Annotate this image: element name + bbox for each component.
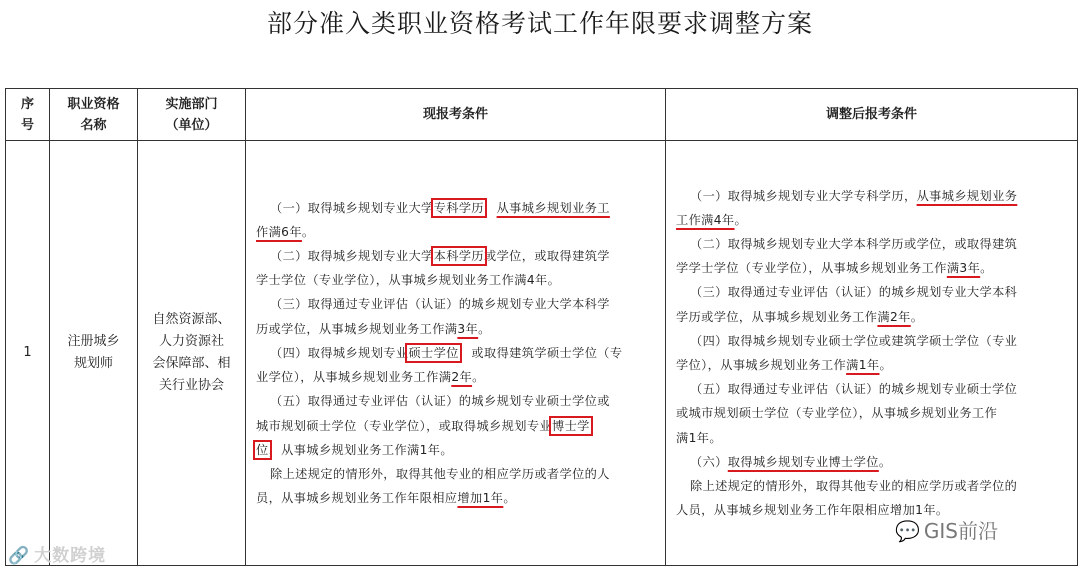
highlight-box: 本科学历 [433,249,484,264]
table-row [6,141,1078,566]
header-adjusted-conditions: 调整后报考条件 [666,89,1078,141]
red-underline: 2年 [451,370,473,385]
red-underline: 3年 [457,321,479,336]
highlight-box: 博士学 [552,418,590,433]
adjusted-condition-6: （六）取得城乡规划专业博士学位。 [690,454,892,469]
adjusted-condition-3: （三）取得通过专业评估（认证）的城乡规划专业大学本科 [690,285,1018,300]
current-condition-2: （二）取得城乡规划专业大学本科学历或学位，或取得建筑学 [270,249,610,264]
current-condition-1: （一）取得城乡规划专业大学专科学历，从事城乡规划业务工 [270,200,610,215]
red-underline: 满2年 [877,309,911,324]
adjusted-condition-5: （五）取得通过专业评估（认证）的城乡规划专业硕士学位 [690,382,1018,397]
red-underline: 满1年 [846,358,880,372]
page-title: 部分准入类职业资格考试工作年限要求调整方案 [266,9,813,38]
highlight-box: 硕士学位 [408,345,459,360]
header-department: 实施部门 （单位） [138,89,246,141]
adjusted-condition-other: 除上述规定的情形外，取得其他专业的相应学历或者学位的 [690,479,1018,494]
red-underline: 满3年 [946,261,981,276]
adjusted-condition-4: （四）取得城乡规划专业硕士学位或建筑学硕士学位（专业 [690,333,1018,348]
red-underline: 从事城乡规划业务工 [496,200,610,215]
red-underline: 从事城乡规划业务 [916,188,1018,203]
adjusted-conditions-cell: （一）取得城乡规划专业大学专科学历，从事城乡规划业务 工作满4年。 （二）取得城乡规划专业大学本科学历或学位，或取得建筑 学学士学位（专业学位），从事城乡规划业务工作满3年。 （三）取得通过专业评估（认证）的城乡规划专业大学本科 学历或学位，从事城乡规划业务工作满2年。 （四）取得城乡规划专业硕士学位或建筑学硕士学位（专业 学位），从事城乡规划业务工作满1年。 （五）取得通过专业评估（认证）的城乡规划专业硕士学位 或城市规划硕士学位（专业学位），从事城乡规划业务工作 满1年。 （六）取得城乡规划专业博士学位。 除上述规定的情形外，取得其他专业的相应学历或者学位的 人员，从事城乡规划业务工作年限相应增加1年。 [666,141,1078,566]
watermark-left: 🔗 大数跨境 [8,546,107,566]
current-condition-3: （三）取得通过专业评估（认证）的城乡规划专业大学本科学 [270,297,610,312]
current-condition-5: （五）取得通过专业评估（认证）的城乡规划专业硕士学位或 [270,394,610,409]
current-condition-other: 除上述规定的情形外，取得其他专业的相应学历或者学位的人 [270,466,610,481]
highlight-box: 位 [256,442,269,457]
wechat-icon: 💬 [895,519,920,543]
header-qualification-name: 职业资格 名称 [50,89,138,141]
row-department: 自然资源部、 人力资源社 会保障部、相 关行业协会 [138,141,246,566]
red-underline: 工作满4年 [676,212,735,227]
red-underline: 作满6年 [256,224,302,239]
link-icon: 🔗 [8,546,31,566]
watermark-right: 💬 GIS前沿 [895,519,998,543]
table-header-row [6,89,1078,141]
highlight-box: 专科学历 [433,200,484,215]
current-condition-4: （四）取得城乡规划专业硕士学位，或取得建筑学硕士学位（专 [270,345,623,360]
current-conditions-cell: （一）取得城乡规划专业大学专科学历，从事城乡规划业务工 作满6年。 （二）取得城乡规划专业大学本科学历或学位，或取得建筑学 学士学位（专业学位），从事城乡规划业务工作满4年。 （三）取得通过专业评估（认证）的城乡规划专业大学本科学 历或学位，从事城乡规划业务工作满3年。 （四）取得城乡规划专业硕士学位，或取得建筑学硕士学位（专 业学位），从事城乡规划业务工作满2年。 （五）取得通过专业评估（认证）的城乡规划专业硕士学位或 城市规划硕士学位（专业学位），或取得城乡规划专业博士学 位，从事城乡规划业务工作满1年。 除上述规定的情形外，取得其他专业的相应学历或者学位的人 员，从事城乡规划业务工作年限相应增加1年。 [246,141,666,566]
row-serial: 1 [6,141,50,566]
header-current-conditions: 现报考条件 [246,89,666,141]
row-qualification-name: 注册城乡 规划师 [50,141,138,566]
red-underline: 增加1年 [457,491,504,506]
adjusted-condition-1: （一）取得城乡规划专业大学专科学历，从事城乡规划业务 [690,188,1018,203]
red-underline: 取得城乡规划专业博士学位 [727,454,879,469]
requirements-table [5,88,1078,566]
header-serial: 序 号 [6,89,50,141]
adjusted-condition-2: （二）取得城乡规划专业大学本科学历或学位，或取得建筑 [690,236,1018,251]
